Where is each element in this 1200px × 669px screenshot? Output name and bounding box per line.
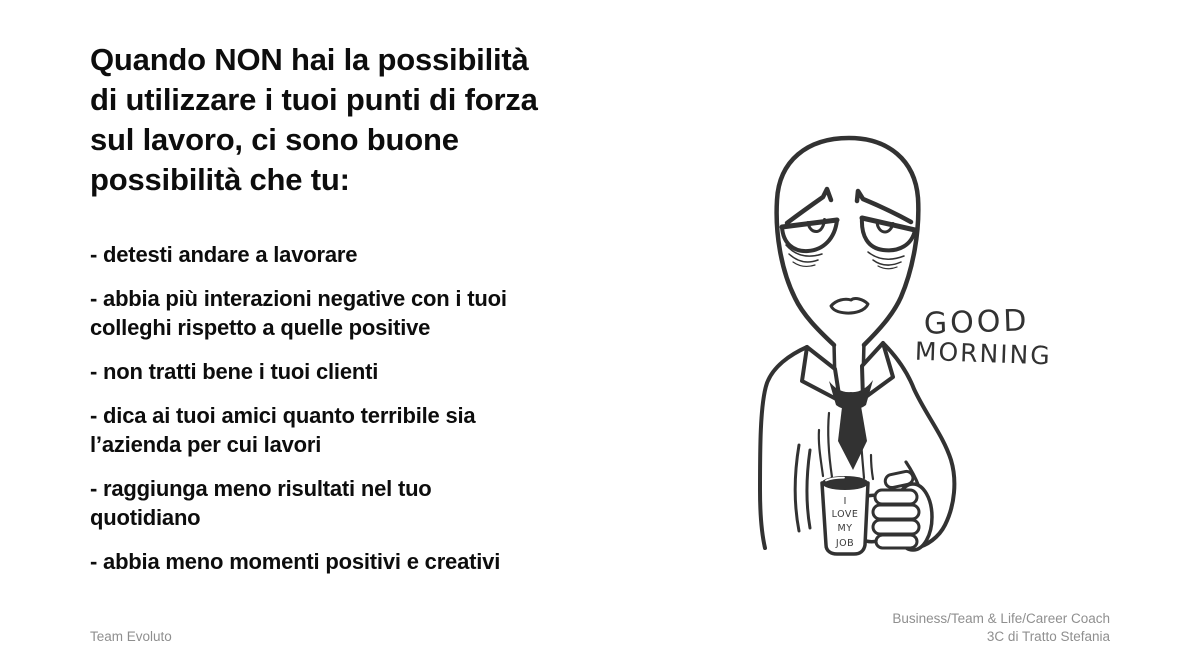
- mug-text-line: LOVE: [831, 509, 859, 520]
- finger: [873, 505, 919, 519]
- footer-credit-line: Business/Team & Life/Career Coach: [892, 611, 1110, 626]
- finger: [873, 520, 919, 534]
- mug-text-line: I: [843, 496, 847, 507]
- tired-worker-illustration: [715, 105, 1115, 565]
- neck-lines: [834, 341, 864, 385]
- footer-credit-line: 3C di Tratto Stefania: [986, 629, 1110, 644]
- bullet-text: - raggiunga meno risultati nel tuo: [90, 476, 432, 501]
- title-line: Quando NON hai la possibilità: [90, 42, 529, 77]
- mug-text-line: MY: [837, 523, 853, 534]
- bullet-item: [90, 357, 507, 386]
- title-line: sul lavoro, ci sono buone: [90, 122, 459, 157]
- bullet-text: - abbia meno momenti positivi e creativi: [90, 549, 501, 574]
- title-line: di utilizzare i tuoi punti di forza: [90, 82, 538, 117]
- bullet-text: - detesti andare a lavorare: [90, 242, 358, 267]
- bullet-text: - non tratti bene i tuoi clienti: [90, 359, 379, 384]
- finger: [875, 490, 917, 504]
- title-line: possibilità che tu:: [90, 162, 350, 197]
- steam-lines-icon: [828, 413, 832, 477]
- bullet-item: [90, 284, 507, 342]
- slide-title: [90, 40, 538, 200]
- left-arm-crease-icon: [795, 445, 799, 531]
- bullet-item: [90, 474, 507, 532]
- steam-lines-icon: [819, 430, 823, 476]
- footer-credit: [892, 610, 1110, 646]
- bullet-list: [90, 240, 507, 591]
- bullet-text: l’azienda per cui lavori: [90, 432, 322, 457]
- mouth: [831, 299, 868, 313]
- speech-text-good: GOOD: [923, 303, 1031, 342]
- bullet-text: - dica ai tuoi amici quanto terribile sia: [90, 403, 476, 428]
- steam-lines-icon: [871, 455, 873, 479]
- bullet-item: [90, 240, 507, 269]
- left-arm-crease-icon: [807, 450, 810, 528]
- bullet-item: [90, 401, 507, 459]
- bullet-text: colleghi rispetto a quelle positive: [90, 315, 431, 340]
- coffee-surface: [822, 476, 869, 490]
- finger: [876, 535, 917, 548]
- mug-text-line: JOB: [835, 538, 855, 549]
- bullet-text: - abbia più interazioni negative con i tuoi: [90, 286, 507, 311]
- bullet-item: [90, 547, 507, 576]
- footer-brand: Team Evoluto: [90, 629, 172, 644]
- speech-text-morning: MORNING: [914, 336, 1053, 371]
- bullet-text: quotidiano: [90, 505, 201, 530]
